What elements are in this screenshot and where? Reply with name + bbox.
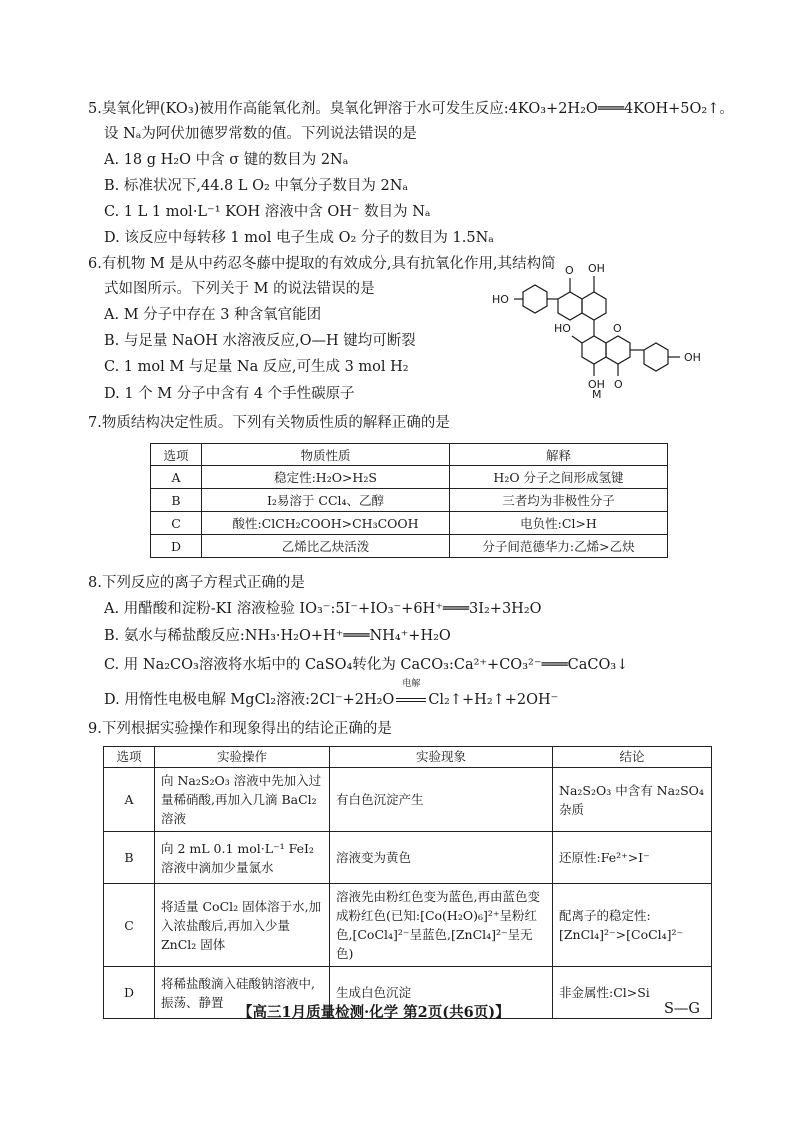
q7-cell: I₂易溶于 CCl₄、乙醇 [202,489,450,512]
q7-header-property: 物质性质 [202,444,450,466]
q9-header-phenomenon: 实验现象 [330,747,553,768]
q5-option-c: C. 1 L 1 mol·L⁻¹ KOH 溶液中含 OH⁻ 数目为 Nₐ [104,204,431,220]
q7-header-option: 选项 [151,444,202,466]
q7-cell: A [151,466,202,489]
q5-option-d: D. 该反应中每转移 1 mol 电子生成 O₂ 分子的数目为 1.5Nₐ [104,230,494,246]
page-footer: 【高三1月质量检测·化学 第2页(共6页)】 [238,1004,510,1021]
mol-label-oh-bottom: OH [588,378,605,391]
mol-label-oh-top: OH [588,262,605,275]
mol-label-o-top: O [565,264,574,277]
q7-cell: B [151,489,202,512]
q8-option-c: C. 用 Na₂CO₃溶液将水垢中的 CaSO₄转化为 CaCO₃:Ca²⁺+CO₃²⁻═══CaCO₃↓ [104,657,629,673]
q9-header-operation: 实验操作 [155,747,330,768]
q8-option-a: A. 用醋酸和淀粉-KI 溶液检验 IO₃⁻:5I⁻+IO₃⁻+6H⁺═══3I₂+3H₂O [104,601,542,617]
q7-cell: 酸性:ClCH₂COOH>CH₃COOH [202,512,450,535]
q8-option-d-right: Cl₂↑+H₂↑+2OH⁻ [428,692,559,708]
q6-option-c: C. 1 mol M 与足量 Na 反应,可生成 3 mol H₂ [104,359,409,375]
q6-stem-line2: 式如图所示。下列关于 M 的说法错误的是 [104,281,375,297]
electrolysis-label: 电解 [402,679,421,689]
q5-stem-line2: 设 Nₐ为阿伏加德罗常数的值。下列说法错误的是 [104,126,417,142]
q8-stem: 8.下列反应的离子方程式正确的是 [88,575,305,591]
q9-cell: 向 Na₂S₂O₃ 溶液中先加入过量稀硝酸,再加入几滴 BaCl₂ 溶液 [155,768,330,832]
q5-stem-line1: 5.臭氧化钾(KO₃)被用作高能氧化剂。臭氧化钾溶于水可发生反应:4KO₃+2H₂O═══4KOH+5O₂↑。 [88,101,734,117]
q7-cell: D [151,535,202,558]
q9-cell: A [104,768,155,832]
q8-option-d-left: D. 用惰性电极电解 MgCl₂溶液:2Cl⁻+2H₂O [104,692,395,708]
q6-option-b: B. 与足量 NaOH 水溶液反应,O—H 键均可断裂 [104,333,416,349]
q6-option-a: A. M 分子中存在 3 种含氧官能团 [104,307,322,323]
q8-option-b: B. 氨水与稀盐酸反应:NH₃·H₂O+H⁺═══NH₄⁺+H₂O [104,628,451,644]
q9-cell: 将稀盐酸滴入硅酸钠溶液中,振荡、静置 [155,967,330,1019]
mol-label-o-bottom: O [614,378,623,391]
q9-cell: 还原性:Fe²⁺>I⁻ [553,832,712,884]
q7-cell: C [151,512,202,535]
q9-cell: Na₂S₂O₃ 中含有 Na₂SO₄杂质 [553,768,712,832]
q9-cell: 溶液变为黄色 [330,832,553,884]
mol-label-ho-mid: HO [554,322,571,335]
q9-cell: 向 2 mL 0.1 mol·L⁻¹ FeI₂溶液中滴加少量氯水 [155,832,330,884]
q8-option-d [104,679,559,710]
paper-code: S—G [664,1001,701,1017]
mol-label-o-ring: O [613,322,622,335]
q9-cell: D [104,967,155,1019]
q9-cell: C [104,884,155,967]
q9-cell: 将适量 CoCl₂ 固体溶于水,加入浓盐酸后,再加入少量 ZnCl₂ 固体 [155,884,330,967]
q5-option-a: A. 18 g H₂O 中含 σ 键的数目为 2Nₐ [104,152,349,168]
q6-stem-line1: 6.有机物 M 是从中药忍冬藤中提取的有效成分,具有抗氧化作用,其结构简 [88,256,556,272]
q9-cell: 有白色沉淀产生 [330,768,553,832]
q9-cell: 配离子的稳定性:[ZnCl₄]²⁻>[CoCl₄]²⁻ [553,884,712,967]
q9-header-conclusion: 结论 [553,747,712,768]
q7-cell: 电负性:Cl>H [450,512,668,535]
q7-table [150,443,668,558]
q7-header-explanation: 解释 [450,444,668,466]
q9-stem: 9.下列根据实验操作和现象得出的结论正确的是 [88,721,392,737]
q7-cell: H₂O 分子之间形成氢键 [450,466,668,489]
q7-cell: 乙烯比乙炔活泼 [202,535,450,558]
molecule-m-structure [488,252,728,400]
mol-label-ho-left: HO [492,293,509,306]
q5-option-b: B. 标准状况下,44.8 L O₂ 中氧分子数目为 2Nₐ [104,178,409,194]
q9-cell: 非金属性:Cl>Si [553,967,712,1019]
q9-cell: 溶液先由粉红色变为蓝色,再由蓝色变成粉红色(已知:[Co(H₂O)₆]²⁺呈粉红色,[CoCl₄]²⁻呈蓝色,[ZnCl₄]²⁻呈无色) [330,884,553,967]
q9-cell: 生成白色沉淀 [330,967,553,1019]
q9-table [103,746,712,1019]
mol-label-oh-right: OH [684,351,701,364]
mol-label-m: M [592,388,602,400]
q7-cell: 分子间范德华力:乙烯>乙炔 [450,535,668,558]
q9-cell: B [104,832,155,884]
q7-cell: 三者均为非极性分子 [450,489,668,512]
q9-header-option: 选项 [104,747,155,768]
q6-option-d: D. 1 个 M 分子中含有 4 个手性碳原子 [104,386,355,402]
q7-cell: 稳定性:H₂O>H₂S [202,466,450,489]
electrolysis-arrow [394,679,428,710]
q7-stem: 7.物质结构决定性质。下列有关物质性质的解释正确的是 [88,415,450,431]
